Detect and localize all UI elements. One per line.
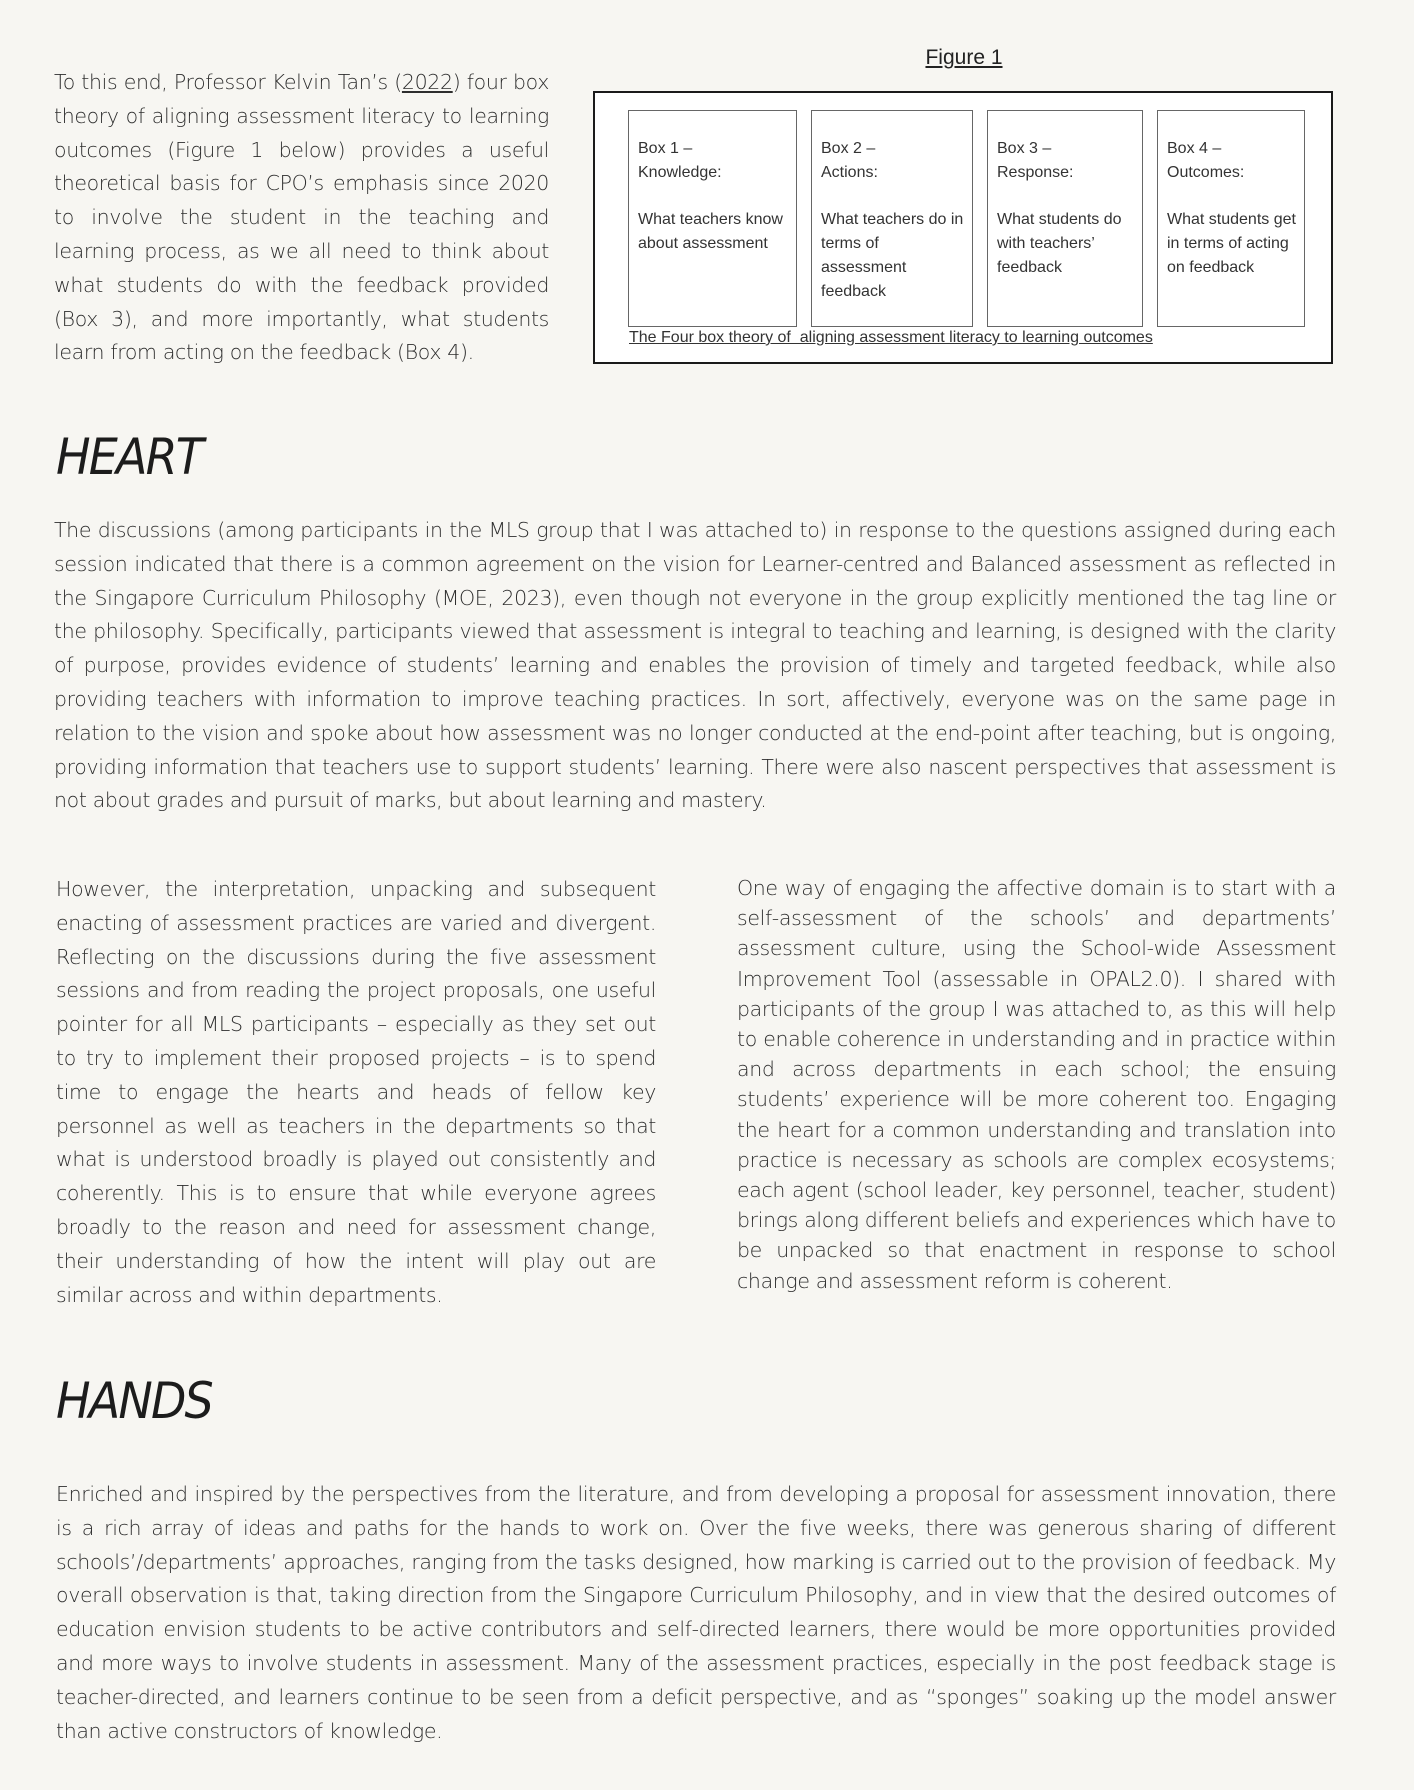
figure-four-box-theory <box>593 91 1333 364</box>
intro-paragraph <box>54 66 549 370</box>
section-heading-hands: HANDS <box>56 1372 212 1430</box>
box-description: What students get in terms of acting on feedback <box>1167 211 1296 276</box>
figure-subcaption: The Four box theory of aligning assessment literacy to learning outcomes <box>629 329 1153 346</box>
box-description: What students do with teachers’ feedback <box>997 211 1122 276</box>
box-title-line1: Box 4 – <box>1167 140 1222 157</box>
box-title-line2: Outcomes: <box>1167 164 1245 181</box>
box-description: What teachers know about assessment <box>638 211 783 252</box>
figure-caption: Figure 1 <box>925 46 1003 69</box>
box-title-line2: Knowledge: <box>638 164 722 181</box>
section-heading-heart: HEART <box>56 428 202 486</box>
box-title-line1: Box 3 – <box>997 140 1052 157</box>
hands-paragraph: Enriched and inspired by the perspectives from the literature, and from developing a proposal for assessment innovation, there is a rich array of ideas and paths for the hands to work on. Over the five weeks, there was generous sharing of different schools’/departments’ approaches, ranging from the tasks designed, how marking is carried out to the provision of feedback. My overall observation is that, taking direction from the Singapore Curriculum Philosophy, and in view that the desired outcomes of education envision students to be active contributors and self-directed learners, there would be more opportunities provided and more ways to involve students in assessment. Many of the assessment practices, especially in the post feedback stage is teacher-directed, and learners continue to be seen from a deficit perspective, and as “sponges” soaking up the model answer than active constructors of knowledge. <box>56 1482 1336 1743</box>
citation-link-2022[interactable]: 2022 <box>401 70 453 94</box>
box-title-line1: Box 1 – <box>638 140 693 157</box>
intro-text-after: ) four box theory of aligning assessment literacy to learning outcomes (Figure 1 below) provides a useful theoretical basis for CPO’s emphasis since 2020 to involve the student in the teaching and learning process, as we all need to think about what students do with the feedback provided (Box 3), and more importantly, what students learn from acting on the feedback (Box 4). <box>54 70 549 365</box>
figure-box-1 <box>628 110 797 327</box>
figure-box-3 <box>987 110 1143 327</box>
figure-box-2 <box>811 110 973 327</box>
heart-left-column-paragraph: However, the interpretation, unpacking and subsequent enacting of assessment practices are varied and divergent. Reflecting on the discussions during the five assessment sessions and from reading the project proposals, one useful pointer for all MLS participants – especially as they set out to try to implement their proposed projects – is to spend time to engage the hearts and heads of fellow key personnel as well as teachers in the departments so that what is understood broadly is played out consistently and coherently. This is to ensure that while everyone agrees broadly to the reason and need for assessment change, their understanding of how the intent will play out are similar across and within departments. <box>56 877 656 1307</box>
intro-text-before: To this end, Professor Kelvin Tan’s ( <box>54 70 402 94</box>
box-title-line1: Box 2 – <box>821 140 876 157</box>
figure-box-4 <box>1157 110 1305 327</box>
box-description: What teachers do in terms of assessment feedback <box>821 211 964 300</box>
heart-right-column-paragraph: One way of engaging the affective domain is to start with a self-assessment of the schools’ and departments’ assessment culture, using the School-wide Assessment Improvement Tool (assessable in OPAL2.0). I shared with participants of the group I was attached to, as this will help to enable coherence in understanding and in practice within and across departments in each school; the ensuing students’ experience will be more coherent too. Engaging the heart for a common understanding and translation into practice is necessary as schools are complex ecosystems; each agent (school leader, key personnel, teacher, student) brings along different beliefs and experiences which have to be unpacked so that enactment in response to school change and assessment reform is coherent. <box>737 876 1336 1293</box>
heart-paragraph: The discussions (among participants in the MLS group that I was attached to) in response to the questions assigned during each session indicated that there is a common agreement on the vision for Learner-centred and Balanced assessment as reflected in the Singapore Curriculum Philosophy (MOE, 2023), even though not everyone in the group explicitly mentioned the tag line or the philosophy. Specifically, participants viewed that assessment is integral to teaching and learning, is designed with the clarity of purpose, provides evidence of students’ learning and enables the provision of timely and targeted feedback, while also providing teachers with information to improve teaching practices. In sort, affectively, everyone was on the same page in relation to the vision and spoke about how assessment was no longer conducted at the end-point after teaching, but is ongoing, providing information that teachers use to support students’ learning. There were also nascent perspectives that assessment is not about grades and pursuit of marks, but about learning and mastery. <box>54 518 1336 813</box>
box-title-line2: Response: <box>997 164 1074 181</box>
box-title-line2: Actions: <box>821 164 878 181</box>
